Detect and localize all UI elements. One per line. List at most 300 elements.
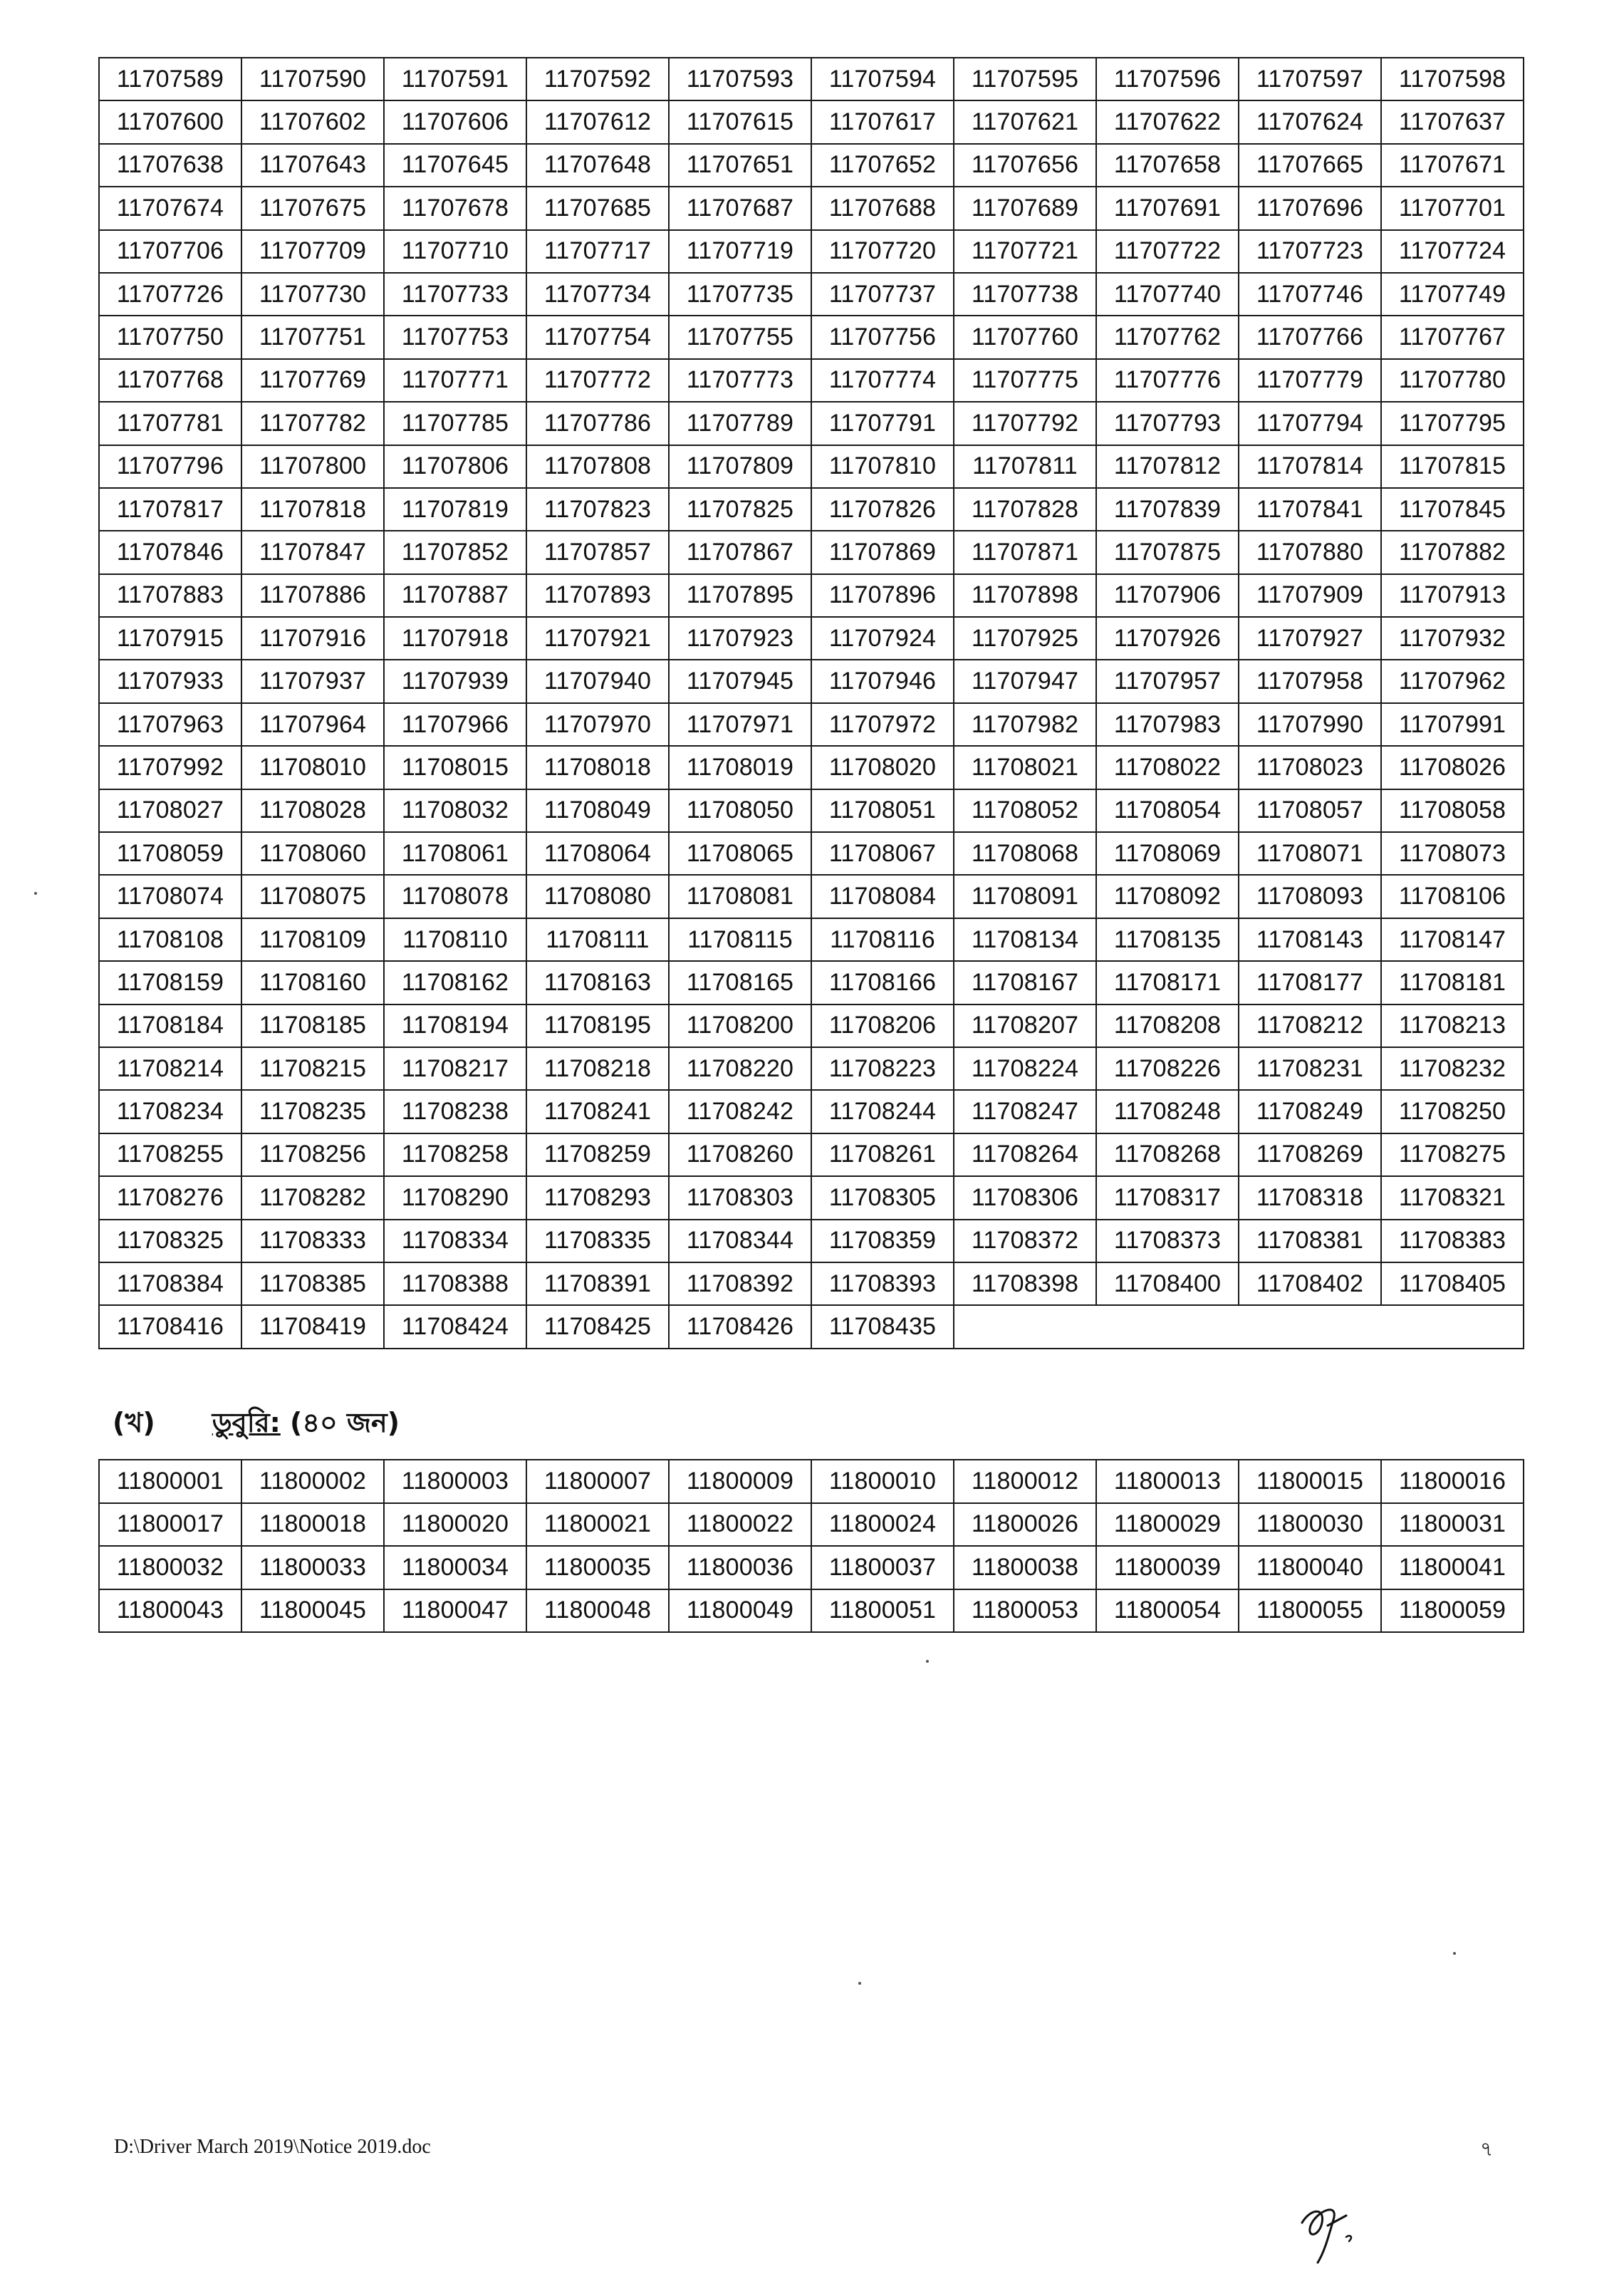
roll-number-cell: 11707767 xyxy=(1381,316,1524,358)
roll-number-cell: 11708321 xyxy=(1381,1176,1524,1219)
roll-number-cell: 11800053 xyxy=(954,1589,1096,1633)
roll-number-cell: 11707826 xyxy=(811,488,954,531)
roll-number-cell: 11708108 xyxy=(99,918,241,961)
roll-number-cell: 11708258 xyxy=(384,1133,526,1176)
roll-number-cell: 11708212 xyxy=(1239,1004,1381,1047)
table-row xyxy=(99,445,1524,488)
roll-number-cell: 11800030 xyxy=(1239,1503,1381,1547)
roll-number-cell: 11708064 xyxy=(526,832,669,875)
roll-number-cell: 11707789 xyxy=(669,402,811,445)
roll-number-cell: 11707781 xyxy=(99,402,241,445)
table-row xyxy=(99,746,1524,789)
roll-number-cell: 11708074 xyxy=(99,875,241,918)
roll-number-cell: 11707696 xyxy=(1239,187,1381,229)
roll-number-cell: 11708238 xyxy=(384,1090,526,1133)
table-row xyxy=(99,1262,1524,1305)
roll-number-cell: 11708405 xyxy=(1381,1262,1524,1305)
roll-number-cell: 11708115 xyxy=(669,918,811,961)
table-row xyxy=(99,1047,1524,1090)
section-b-title: ডুবুরি: xyxy=(212,1407,281,1438)
roll-number-cell: 11708162 xyxy=(384,961,526,1004)
roll-number-cell: 11800029 xyxy=(1096,1503,1239,1547)
roll-number-cell: 11707678 xyxy=(384,187,526,229)
roll-number-cell: 11707652 xyxy=(811,144,954,187)
roll-number-cell: 11708020 xyxy=(811,746,954,789)
roll-number-cell: 11707939 xyxy=(384,660,526,702)
roll-number-cell: 11800043 xyxy=(99,1589,241,1633)
roll-number-cell: 11707706 xyxy=(99,230,241,273)
roll-number-cell: 11800032 xyxy=(99,1546,241,1589)
roll-number-cell: 11800009 xyxy=(669,1460,811,1503)
roll-number-cell: 11708143 xyxy=(1239,918,1381,961)
roll-number-cell: 11707990 xyxy=(1239,703,1381,746)
roll-number-cell: 11800003 xyxy=(384,1460,526,1503)
roll-number-cell: 11707793 xyxy=(1096,402,1239,445)
roll-number-table-a xyxy=(98,57,1524,1349)
roll-number-cell: 11707754 xyxy=(526,316,669,358)
roll-number-cell: 11708081 xyxy=(669,875,811,918)
roll-number-cell: 11708092 xyxy=(1096,875,1239,918)
roll-number-cell: 11707590 xyxy=(241,58,384,100)
roll-number-cell: 11707720 xyxy=(811,230,954,273)
roll-number-cell: 11708255 xyxy=(99,1133,241,1176)
roll-number-cell: 11708242 xyxy=(669,1090,811,1133)
roll-number-cell: 11708261 xyxy=(811,1133,954,1176)
roll-number-cell: 11708018 xyxy=(526,746,669,789)
table-row xyxy=(99,832,1524,875)
roll-number-cell: 11707992 xyxy=(99,746,241,789)
roll-number-cell: 11708134 xyxy=(954,918,1096,961)
roll-number-cell: 11708419 xyxy=(241,1305,384,1348)
roll-number-cell: 11707966 xyxy=(384,703,526,746)
roll-number-cell: 11708334 xyxy=(384,1220,526,1262)
roll-number-cell: 11707723 xyxy=(1239,230,1381,273)
roll-number-cell: 11707945 xyxy=(669,660,811,702)
roll-number-cell: 11708241 xyxy=(526,1090,669,1133)
roll-number-cell: 11707972 xyxy=(811,703,954,746)
roll-number-cell: 11708071 xyxy=(1239,832,1381,875)
roll-number-cell: 11708027 xyxy=(99,789,241,832)
roll-number-cell: 11708106 xyxy=(1381,875,1524,918)
roll-number-cell: 11707589 xyxy=(99,58,241,100)
roll-number-cell: 11708021 xyxy=(954,746,1096,789)
roll-number-cell: 11707886 xyxy=(241,574,384,617)
roll-number-cell: 11708305 xyxy=(811,1176,954,1219)
table-row xyxy=(99,273,1524,316)
roll-number-cell: 11708388 xyxy=(384,1262,526,1305)
roll-number-cell: 11707737 xyxy=(811,273,954,316)
section-b-marker: (খ) xyxy=(113,1407,155,1438)
roll-number-cell: 11708215 xyxy=(241,1047,384,1090)
roll-number-cell: 11707937 xyxy=(241,660,384,702)
roll-number-cell: 11708325 xyxy=(99,1220,241,1262)
roll-number-cell: 11707740 xyxy=(1096,273,1239,316)
roll-number-cell: 11800040 xyxy=(1239,1546,1381,1589)
roll-number-cell: 11707675 xyxy=(241,187,384,229)
roll-number-cell: 11708276 xyxy=(99,1176,241,1219)
roll-number-cell: 11708247 xyxy=(954,1090,1096,1133)
roll-number-cell: 11707595 xyxy=(954,58,1096,100)
roll-number-cell: 11707688 xyxy=(811,187,954,229)
roll-number-cell: 11707841 xyxy=(1239,488,1381,531)
roll-number-cell: 11707785 xyxy=(384,402,526,445)
roll-number-cell: 11707875 xyxy=(1096,531,1239,573)
roll-number-cell: 11707593 xyxy=(669,58,811,100)
roll-number-cell: 11708194 xyxy=(384,1004,526,1047)
roll-number-cell: 11707658 xyxy=(1096,144,1239,187)
roll-number-cell: 11707617 xyxy=(811,100,954,143)
roll-number-cell: 11707857 xyxy=(526,531,669,573)
table-row xyxy=(99,703,1524,746)
roll-number-cell: 11708293 xyxy=(526,1176,669,1219)
roll-number-cell: 11708268 xyxy=(1096,1133,1239,1176)
roll-number-cell: 11708184 xyxy=(99,1004,241,1047)
roll-number-cell: 11707755 xyxy=(669,316,811,358)
roll-number-cell: 11708306 xyxy=(954,1176,1096,1219)
roll-number-cell: 11707734 xyxy=(526,273,669,316)
roll-number-cell: 11707776 xyxy=(1096,359,1239,402)
roll-number-cell: 11708333 xyxy=(241,1220,384,1262)
roll-number-cell: 11708057 xyxy=(1239,789,1381,832)
roll-number-cell: 11708256 xyxy=(241,1133,384,1176)
roll-number-cell: 11707909 xyxy=(1239,574,1381,617)
roll-number-cell: 11707775 xyxy=(954,359,1096,402)
roll-number-cell: 11708022 xyxy=(1096,746,1239,789)
roll-number-cell: 11800024 xyxy=(811,1503,954,1547)
table-row xyxy=(99,100,1524,143)
roll-number-cell: 11707615 xyxy=(669,100,811,143)
roll-number-cell: 11707896 xyxy=(811,574,954,617)
roll-number-cell: 11708217 xyxy=(384,1047,526,1090)
roll-number-cell: 11708424 xyxy=(384,1305,526,1348)
roll-number-cell: 11708069 xyxy=(1096,832,1239,875)
roll-number-cell: 11707701 xyxy=(1381,187,1524,229)
roll-number-cell: 11708226 xyxy=(1096,1047,1239,1090)
roll-number-cell: 11707656 xyxy=(954,144,1096,187)
roll-number-cell: 11707756 xyxy=(811,316,954,358)
roll-number-cell: 11707622 xyxy=(1096,100,1239,143)
roll-number-cell: 11707779 xyxy=(1239,359,1381,402)
roll-number-cell: 11707726 xyxy=(99,273,241,316)
roll-number-cell: 11800007 xyxy=(526,1460,669,1503)
roll-number-cell: 11800035 xyxy=(526,1546,669,1589)
roll-number-cell: 11707947 xyxy=(954,660,1096,702)
roll-number-cell: 11800039 xyxy=(1096,1546,1239,1589)
table-row xyxy=(99,918,1524,961)
roll-number-cell: 11707709 xyxy=(241,230,384,273)
roll-number-cell: 11707940 xyxy=(526,660,669,702)
roll-number-cell: 11800034 xyxy=(384,1546,526,1589)
roll-number-cell: 11708093 xyxy=(1239,875,1381,918)
roll-number-cell: 11707760 xyxy=(954,316,1096,358)
roll-number-cell: 11707983 xyxy=(1096,703,1239,746)
roll-number-cell: 11708426 xyxy=(669,1305,811,1348)
roll-number-cell: 11707762 xyxy=(1096,316,1239,358)
roll-number-cell: 11800022 xyxy=(669,1503,811,1547)
roll-number-cell: 11708163 xyxy=(526,961,669,1004)
roll-number-cell: 11708250 xyxy=(1381,1090,1524,1133)
roll-number-cell: 11708059 xyxy=(99,832,241,875)
roll-number-cell: 11707818 xyxy=(241,488,384,531)
table-row xyxy=(99,1589,1524,1633)
roll-number-cell: 11708065 xyxy=(669,832,811,875)
roll-number-cell: 11708275 xyxy=(1381,1133,1524,1176)
roll-number-cell: 11708207 xyxy=(954,1004,1096,1047)
roll-number-cell: 11707883 xyxy=(99,574,241,617)
section-b-count: (৪০ জন) xyxy=(290,1407,400,1438)
roll-number-cell: 11800021 xyxy=(526,1503,669,1547)
roll-number-cell: 11708214 xyxy=(99,1047,241,1090)
roll-number-cell: 11708023 xyxy=(1239,746,1381,789)
roll-number-cell: 11707721 xyxy=(954,230,1096,273)
roll-number-cell: 11707923 xyxy=(669,617,811,660)
roll-number-cell: 11708010 xyxy=(241,746,384,789)
roll-number-cell: 11707674 xyxy=(99,187,241,229)
roll-number-cell: 11800031 xyxy=(1381,1503,1524,1547)
roll-number-cell: 11707921 xyxy=(526,617,669,660)
roll-number-cell: 11707845 xyxy=(1381,488,1524,531)
roll-number-cell: 11707717 xyxy=(526,230,669,273)
roll-number-cell: 11708392 xyxy=(669,1262,811,1305)
roll-number-cell: 11708073 xyxy=(1381,832,1524,875)
table-row xyxy=(99,230,1524,273)
roll-number-cell: 11707895 xyxy=(669,574,811,617)
roll-number-cell: 11707602 xyxy=(241,100,384,143)
roll-number-cell: 11708282 xyxy=(241,1176,384,1219)
table-row xyxy=(99,1090,1524,1133)
roll-number-cell: 11707887 xyxy=(384,574,526,617)
roll-number-cell: 11707648 xyxy=(526,144,669,187)
signature-icon xyxy=(1296,2194,1375,2265)
roll-number-cell: 11800048 xyxy=(526,1589,669,1633)
scan-speck xyxy=(34,892,37,895)
roll-number-cell: 11708317 xyxy=(1096,1176,1239,1219)
roll-number-cell: 11707665 xyxy=(1239,144,1381,187)
roll-number-cell: 11707880 xyxy=(1239,531,1381,573)
roll-number-cell: 11708400 xyxy=(1096,1262,1239,1305)
roll-number-cell: 11707893 xyxy=(526,574,669,617)
table-row xyxy=(99,402,1524,445)
roll-number-cell: 11707882 xyxy=(1381,531,1524,573)
table-row xyxy=(99,1220,1524,1262)
roll-number-cell: 11708078 xyxy=(384,875,526,918)
roll-number-cell: 11707691 xyxy=(1096,187,1239,229)
roll-number-cell: 11707592 xyxy=(526,58,669,100)
roll-number-cell: 11707839 xyxy=(1096,488,1239,531)
roll-number-cell: 11708224 xyxy=(954,1047,1096,1090)
roll-number-cell: 11800036 xyxy=(669,1546,811,1589)
roll-number-cell: 11707915 xyxy=(99,617,241,660)
roll-number-cell: 11708167 xyxy=(954,961,1096,1004)
roll-number-cell: 11800045 xyxy=(241,1589,384,1633)
table-row xyxy=(99,875,1524,918)
table-row xyxy=(99,1305,1524,1348)
roll-number-cell: 11707982 xyxy=(954,703,1096,746)
roll-number-cell: 11707749 xyxy=(1381,273,1524,316)
roll-number-cell: 11800010 xyxy=(811,1460,954,1503)
roll-number-cell: 11707638 xyxy=(99,144,241,187)
roll-number-cell: 11708220 xyxy=(669,1047,811,1090)
roll-number-cell: 11708166 xyxy=(811,961,954,1004)
roll-number-cell: 11707750 xyxy=(99,316,241,358)
roll-number-cell: 11707811 xyxy=(954,445,1096,488)
roll-number-cell: 11707771 xyxy=(384,359,526,402)
roll-number-cell: 11707932 xyxy=(1381,617,1524,660)
roll-number-cell: 11707971 xyxy=(669,703,811,746)
roll-number-cell: 11800026 xyxy=(954,1503,1096,1547)
roll-number-cell: 11707814 xyxy=(1239,445,1381,488)
roll-number-cell: 11707719 xyxy=(669,230,811,273)
roll-number-cell: 11800054 xyxy=(1096,1589,1239,1633)
roll-number-cell: 11800038 xyxy=(954,1546,1096,1589)
roll-number-cell: 11800015 xyxy=(1239,1460,1381,1503)
roll-number-cell: 11707774 xyxy=(811,359,954,402)
roll-number-cell: 11707847 xyxy=(241,531,384,573)
roll-number-cell: 11708384 xyxy=(99,1262,241,1305)
roll-number-cell: 11707927 xyxy=(1239,617,1381,660)
footer-file-path: D:\Driver March 2019\Notice 2019.doc xyxy=(114,2136,431,2158)
roll-number-cell: 11707746 xyxy=(1239,273,1381,316)
roll-number-cell: 11707773 xyxy=(669,359,811,402)
table-row xyxy=(99,1503,1524,1547)
roll-number-cell: 11707738 xyxy=(954,273,1096,316)
roll-number-cell: 11708061 xyxy=(384,832,526,875)
roll-number-cell: 11707812 xyxy=(1096,445,1239,488)
roll-number-cell: 11707817 xyxy=(99,488,241,531)
roll-number-cell: 11800018 xyxy=(241,1503,384,1547)
roll-number-cell: 11707600 xyxy=(99,100,241,143)
roll-number-cell: 11708391 xyxy=(526,1262,669,1305)
roll-number-cell: 11708135 xyxy=(1096,918,1239,961)
roll-number-cell: 11708402 xyxy=(1239,1262,1381,1305)
roll-number-cell: 11707924 xyxy=(811,617,954,660)
roll-number-cell: 11708058 xyxy=(1381,789,1524,832)
roll-number-cell: 11708435 xyxy=(811,1305,954,1348)
roll-number-cell: 11707991 xyxy=(1381,703,1524,746)
roll-number-cell: 11707946 xyxy=(811,660,954,702)
roll-number-cell: 11800002 xyxy=(241,1460,384,1503)
roll-number-cell: 11707753 xyxy=(384,316,526,358)
roll-number-cell: 11707651 xyxy=(669,144,811,187)
roll-number-cell: 11708060 xyxy=(241,832,384,875)
roll-number-cell: 11800033 xyxy=(241,1546,384,1589)
roll-number-cell: 11708160 xyxy=(241,961,384,1004)
roll-number-cell: 11707913 xyxy=(1381,574,1524,617)
roll-number-cell: 11708381 xyxy=(1239,1220,1381,1262)
roll-number-cell: 11708373 xyxy=(1096,1220,1239,1262)
roll-number-cell: 11707733 xyxy=(384,273,526,316)
roll-number-cell: 11707825 xyxy=(669,488,811,531)
roll-number-cell: 11707643 xyxy=(241,144,384,187)
roll-number-cell: 11708111 xyxy=(526,918,669,961)
roll-number-cell: 11707687 xyxy=(669,187,811,229)
roll-number-cell: 11707596 xyxy=(1096,58,1239,100)
roll-number-cell: 11800047 xyxy=(384,1589,526,1633)
roll-number-cell: 11707685 xyxy=(526,187,669,229)
roll-number-cell: 11707621 xyxy=(954,100,1096,143)
roll-number-cell: 11708185 xyxy=(241,1004,384,1047)
roll-number-cell: 11707815 xyxy=(1381,445,1524,488)
roll-number-cell: 11800012 xyxy=(954,1460,1096,1503)
roll-number-cell: 11707808 xyxy=(526,445,669,488)
table-row xyxy=(99,316,1524,358)
roll-number-cell: 11708109 xyxy=(241,918,384,961)
roll-number-cell: 11707800 xyxy=(241,445,384,488)
roll-number-cell: 11708416 xyxy=(99,1305,241,1348)
roll-number-cell: 11708372 xyxy=(954,1220,1096,1262)
roll-number-cell: 11707766 xyxy=(1239,316,1381,358)
roll-number-cell: 11708235 xyxy=(241,1090,384,1133)
table-row xyxy=(99,1004,1524,1047)
roll-number-cell: 11708091 xyxy=(954,875,1096,918)
table-row xyxy=(99,531,1524,573)
roll-number-cell: 11708259 xyxy=(526,1133,669,1176)
roll-number-cell: 11708177 xyxy=(1239,961,1381,1004)
roll-number-cell: 11708344 xyxy=(669,1220,811,1262)
roll-number-cell: 11707898 xyxy=(954,574,1096,617)
roll-number-cell: 11707823 xyxy=(526,488,669,531)
roll-number-cell: 11708080 xyxy=(526,875,669,918)
roll-number-cell: 11708159 xyxy=(99,961,241,1004)
roll-number-cell: 11707963 xyxy=(99,703,241,746)
table-row xyxy=(99,789,1524,832)
roll-number-cell: 11708075 xyxy=(241,875,384,918)
roll-number-cell: 11708147 xyxy=(1381,918,1524,961)
roll-number-cell: 11800001 xyxy=(99,1460,241,1503)
empty-cell xyxy=(954,1305,1524,1348)
roll-number-cell: 11708015 xyxy=(384,746,526,789)
roll-number-cell: 11707958 xyxy=(1239,660,1381,702)
roll-number-cell: 11708206 xyxy=(811,1004,954,1047)
table-row xyxy=(99,1546,1524,1589)
table-row xyxy=(99,144,1524,187)
roll-number-cell: 11708249 xyxy=(1239,1090,1381,1133)
roll-number-cell: 11708116 xyxy=(811,918,954,961)
roll-number-cell: 11707962 xyxy=(1381,660,1524,702)
roll-number-cell: 11707730 xyxy=(241,273,384,316)
roll-number-cell: 11707591 xyxy=(384,58,526,100)
roll-number-cell: 11800037 xyxy=(811,1546,954,1589)
roll-number-cell: 11708223 xyxy=(811,1047,954,1090)
roll-number-cell: 11708269 xyxy=(1239,1133,1381,1176)
table-row xyxy=(99,961,1524,1004)
roll-number-cell: 11707780 xyxy=(1381,359,1524,402)
roll-number-cell: 11707809 xyxy=(669,445,811,488)
roll-number-cell: 11708218 xyxy=(526,1047,669,1090)
roll-number-cell: 11707846 xyxy=(99,531,241,573)
roll-number-cell: 11707624 xyxy=(1239,100,1381,143)
roll-number-cell: 11707806 xyxy=(384,445,526,488)
roll-number-cell: 11707594 xyxy=(811,58,954,100)
roll-number-cell: 11800020 xyxy=(384,1503,526,1547)
roll-number-cell: 11800051 xyxy=(811,1589,954,1633)
roll-number-cell: 11708231 xyxy=(1239,1047,1381,1090)
roll-number-cell: 11707810 xyxy=(811,445,954,488)
roll-number-cell: 11707794 xyxy=(1239,402,1381,445)
roll-number-cell: 11707786 xyxy=(526,402,669,445)
roll-number-cell: 11707782 xyxy=(241,402,384,445)
roll-number-cell: 11708232 xyxy=(1381,1047,1524,1090)
roll-number-cell: 11800055 xyxy=(1239,1589,1381,1633)
roll-number-cell: 11707722 xyxy=(1096,230,1239,273)
roll-number-cell: 11708181 xyxy=(1381,961,1524,1004)
roll-number-cell: 11708208 xyxy=(1096,1004,1239,1047)
roll-number-cell: 11707796 xyxy=(99,445,241,488)
roll-number-cell: 11708244 xyxy=(811,1090,954,1133)
roll-number-cell: 11707918 xyxy=(384,617,526,660)
roll-number-cell: 11708051 xyxy=(811,789,954,832)
roll-number-cell: 11708195 xyxy=(526,1004,669,1047)
